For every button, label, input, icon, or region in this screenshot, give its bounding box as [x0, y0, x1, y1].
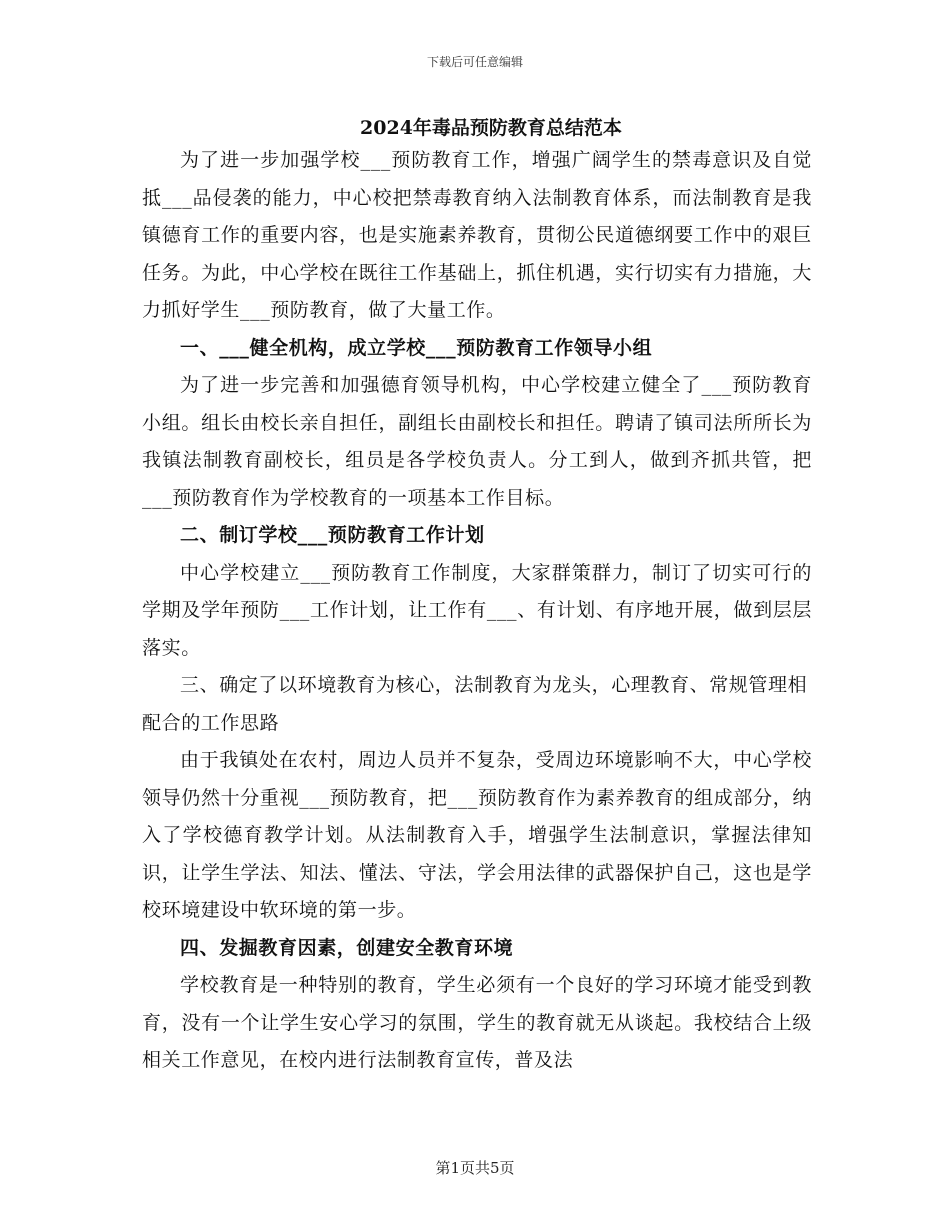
section-3-paragraph: 由于我镇处在农村，周边人员并不复杂，受周边环境影响不大，中心学校领导仍然十分重视___预防教育，把___预防教育作为素养教育的组成部分，纳入了学校德育教学计划。从法制教育入手，增强学生法制意识，掌握法律知识，让学生学法、知法、懂法、守法，学会用法律的武器保护自己，这也是学校环境建设中软环境的第一步。 — [142, 749, 812, 921]
document-body — [142, 100, 812, 1080]
section-heading-3: 三、确定了以环境教育为核心，法制教育为龙头，心理教育、常规管理相配合的工作思路 — [142, 674, 808, 734]
section-heading-4: 四、发掘教育因素，创建安全教育环境 — [180, 936, 514, 959]
section-1-paragraph: 为了进一步完善和加强德育领导机构，中心学校建立健全了___预防教育小组。组长由校长亲自担任，副组长由副校长和担任。聘请了镇司法所所长为我镇法制教育副校长，组员是各学校负责人。分工到人，做到齐抓共管，把___预防教育作为学校教育的一项基本工作目标。 — [142, 374, 812, 509]
section-2-paragraph: 中心学校建立___预防教育工作制度，大家群策群力，制订了切实可行的学期及学年预防___工作计划，让工作有___、有计划、有序地开展，做到层层落实。 — [142, 561, 812, 659]
document-title: 2024年毒品预防教育总结范本 — [360, 117, 622, 139]
section-4-paragraph: 学校教育是一种特别的教育，学生必须有一个良好的学习环境才能受到教育，没有一个让学生安心学习的氛围，学生的教育就无从谈起。我校结合上级相关工作意见，在校内进行法制教育宣传，普及法 — [142, 974, 812, 1071]
intro-paragraph: 为了进一步加强学校___预防教育工作，增强广阔学生的禁毒意识及自觉抵___品侵袭的能力，中心校把禁毒教育纳入法制教育体系，而法制教育是我镇德育工作的重要内容，也是实施素养教育，贯彻公民道德纲要工作中的艰巨任务。为此，中心学校在既往工作基础上，抓住机遇，实行切实有力措施，大力抓好学生___预防教育，做了大量工作。 — [142, 149, 812, 321]
section-heading-1: 一、___健全机构，成立学校___预防教育工作领导小组 — [180, 336, 653, 359]
section-heading-2: 二、制订学校___预防教育工作计划 — [180, 524, 485, 546]
page-footer: 第1页共5页 — [435, 1159, 515, 1177]
header-note: 下载后可任意编辑 — [426, 55, 523, 69]
